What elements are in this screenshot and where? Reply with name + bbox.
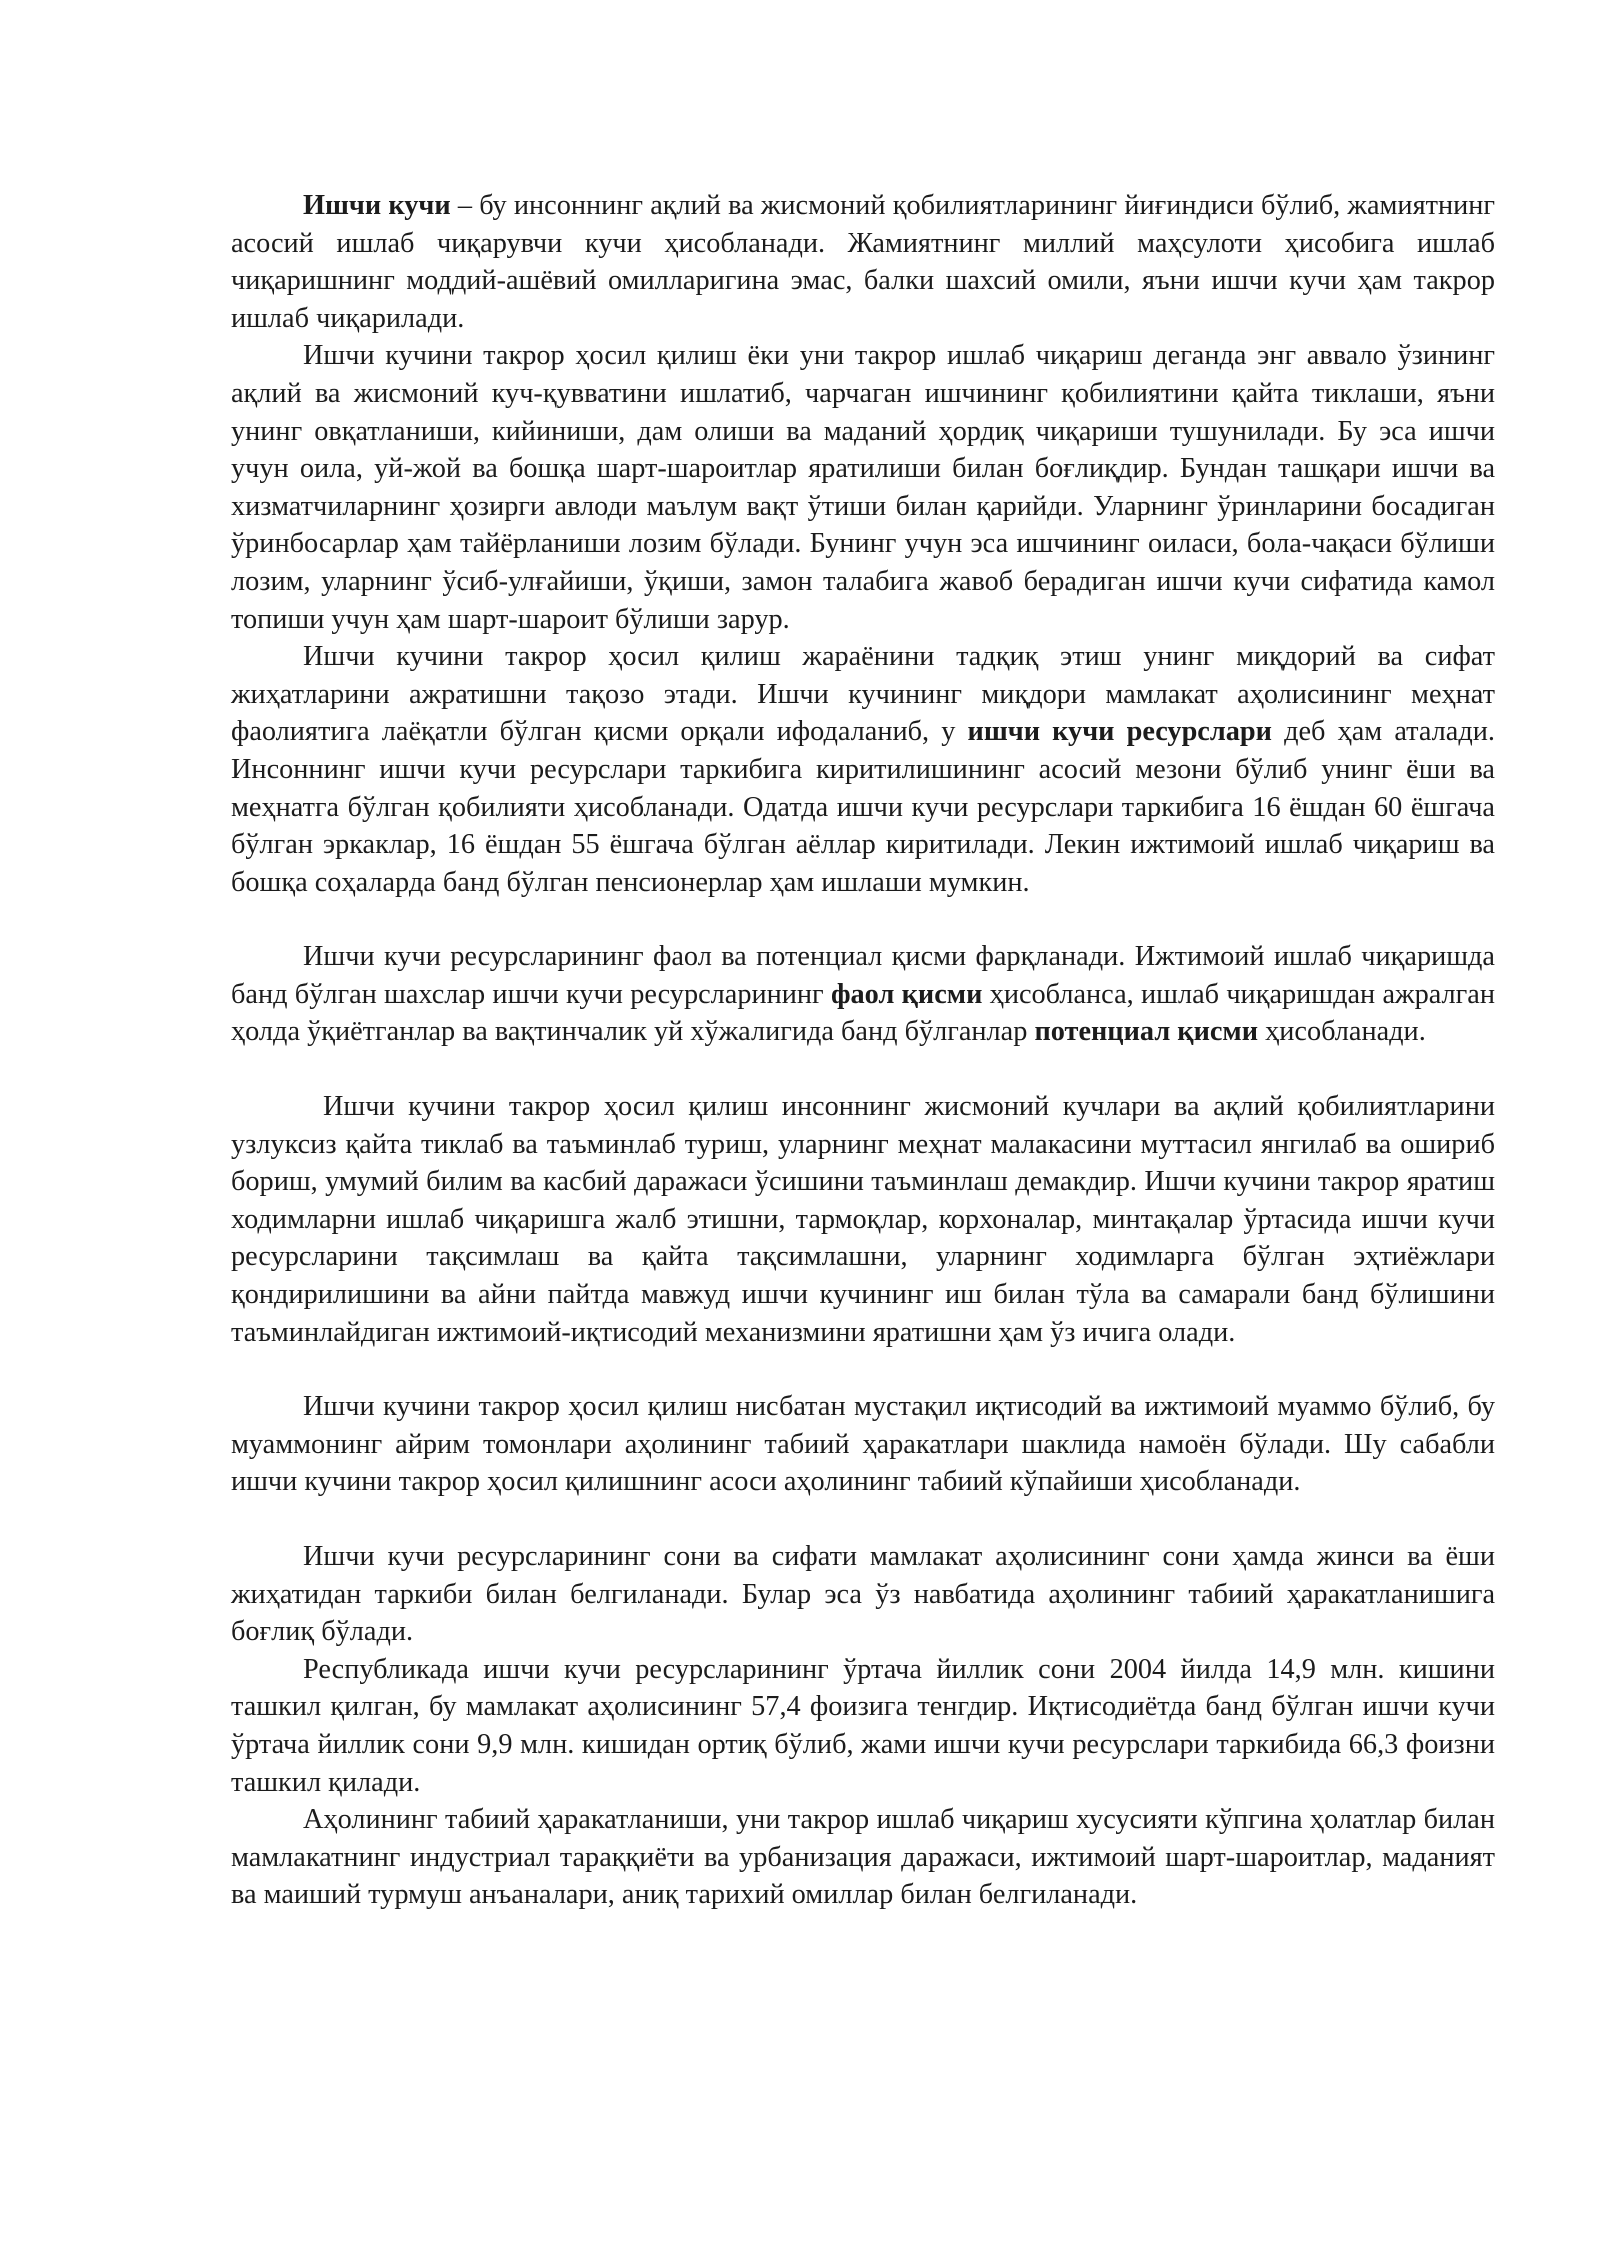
paragraph-active-potential bbox=[231, 938, 1495, 1051]
term-bold: фаол қисми bbox=[830, 978, 983, 1010]
paragraph-text: – бу инсоннинг ақлий ва жисмоний қобилиятларининг йиғиндиси бўлиб, жамиятнинг асосий ишлаб чиқарувчи кучи ҳисобланади. Жамиятнинг миллий маҳсулоти ҳисобига ишлаб чиқаришнинг моддий-ашёвий омилларигина эмас, балки шахсий омили, яъни ишчи кучи ҳам такрор ишлаб чиқарилади. bbox=[231, 190, 1495, 334]
paragraph-text: Ишчи кучи ресурсларининг фаол ва потенциал қисми фарқланади. Ижтимоий ишлаб чиқаришда банд бўлган шахслар ишчи кучи ресурсларининг bbox=[231, 941, 1495, 1010]
paragraph-factors bbox=[231, 1801, 1495, 1914]
paragraph-gap bbox=[231, 1051, 1495, 1088]
paragraph-gap bbox=[231, 901, 1495, 938]
paragraph-reproduction bbox=[231, 337, 1495, 638]
paragraph-statistics bbox=[231, 1651, 1495, 1801]
paragraph-text: ҳисобланади. bbox=[1258, 1016, 1426, 1048]
paragraph-structure bbox=[231, 1538, 1495, 1651]
paragraph-text: Ишчи кучини такрор ҳосил қилиш ёки уни такрор ишлаб чиқариш деганда энг аввало ўзининг ақлий ва жисмоний куч-қувватини ишлатиб, чарчаган ишчининг қобилиятини қайта тиклаши, яъни унинг овқатланиши, кийиниши, дам олиши ва маданий ҳордиқ чиқариши тушунилади. Бу эса ишчи учун оила, уй-жой ва бошқа шарт-шароитлар яратилиши билан боғлиқдир. Бундан ташқари ишчи ва хизматчиларнинг ҳозирги авлоди маълум вақт ўтиши билан қарийди. Уларнинг ўринларини босадиган ўринбосарлар ҳам тайёрланиши лозим бўлади. Бунинг учун эса ишчининг оиласи, бола-чақаси бўлиши лозим, уларнинг ўсиб-улғайиши, ўқиши, замон талабига жавоб берадиган ишчи кучи сифатида камол топиши учун ҳам шарт-шароит бўлиши зарур. bbox=[231, 340, 1495, 635]
term-bold: потенциал қисми bbox=[1034, 1016, 1259, 1048]
paragraph-labor-resources bbox=[231, 638, 1495, 901]
paragraph-text: Ишчи кучини такрор ҳосил қилиш нисбатан мустақил иқтисодий ва ижтимоий муаммо бўлиб, бу муаммонинг айрим томонлари аҳолининг табиий ҳаракатлари шаклида намоён бўлади. Шу сабабли ишчи кучини такрор ҳосил қилишнинг асоси аҳолининг табиий кўпайиши ҳисобланади. bbox=[231, 1391, 1495, 1498]
paragraph-text: Ишчи кучини такрор ҳосил қилиш инсоннинг жисмоний кучлари ва ақлий қобилиятларини узлуксиз қайта тиклаб ва таъминлаб туриш, уларнинг меҳнат малакасини муттасил янгилаб ва ошириб бориш, умумий билим ва касбий даражаси ўсишини таъминлаш демакдир. Ишчи кучини такрор яратиш ходимларни ишлаб чиқаришга жалб этишни, тармоқлар, корхоналар, минтақалар ўртасида ишчи кучи ресурсларини тақсимлаш ва қайта тақсимлашни, уларнинг ходимларга бўлган эҳтиёжлари қондирилишини ва айни пайтда мавжуд ишчи кучининг иш билан тўла ва самарали банд бўлишини таъминлайдиган ижтимоий-иқтисодий механизмини яратишни ҳам ўз ичига олади. bbox=[231, 1091, 1495, 1348]
paragraph-renewal bbox=[231, 1088, 1495, 1351]
paragraph-text: Ишчи кучи ресурсларининг сони ва сифати мамлакат аҳолисининг сони ҳамда жинси ва ёши жиҳатидан таркиби билан белгиланади. Булар эса ўз навбатида аҳолининг табиий ҳаракатланишига боғлиқ бўлади. bbox=[231, 1541, 1495, 1648]
paragraph-text: ҳисобланса, ишлаб чиқаришдан ажралган ҳолда ўқиётганлар ва вақтинчалик уй хўжалигида банд бўлганлар bbox=[231, 978, 1495, 1048]
term-bold: Ишчи кучи bbox=[303, 190, 451, 221]
paragraph-gap bbox=[231, 1351, 1495, 1388]
paragraph-gap bbox=[231, 1501, 1495, 1538]
paragraph-natural-growth bbox=[231, 1388, 1495, 1501]
document-page bbox=[231, 187, 1495, 1914]
paragraph-text: Республикада ишчи кучи ресурсларининг ўртача йиллик сони 2004 йилда 14,9 млн. кишини ташкил қилган, бу мамлакат аҳолисининг 57,4 фоизига тенгдир. Иқтисодиётда банд бўлган ишчи кучи ўртача йиллик сони 9,9 млн. кишидан ортиқ бўлиб, жами ишчи кучи ресурслари таркибида 66,3 фоизни ташкил қилади. bbox=[231, 1653, 1495, 1798]
paragraph-definition bbox=[231, 187, 1495, 337]
term-bold: ишчи кучи ресурслари bbox=[967, 716, 1272, 748]
paragraph-text: деб ҳам аталади. Инсоннинг ишчи кучи ресурслари таркибига киритилишининг асосий мезони бўлиб унинг ёши ва меҳнатга бўлган қобилияти ҳисобланади. Одатда ишчи кучи ресурслари таркибига 16 ёшдан 60 ёшгача бўлган эркаклар, 16 ёшдан 55 ёшгача бўлган аёллар киритилади. Лекин ижтимоий ишлаб чиқариш ва бошқа соҳаларда банд бўлган пенсионерлар ҳам ишлаши мумкин. bbox=[231, 716, 1495, 898]
paragraph-text: Ишчи кучини такрор ҳосил қилиш жараёнини тадқиқ этиш унинг миқдорий ва сифат жиҳатларини ажратишни тақозо этади. Ишчи кучининг миқдори мамлакат аҳолисининг меҳнат фаолиятига лаёқатли бўлган қисми орқали ифодаланиб, у bbox=[231, 641, 1495, 748]
paragraph-text: Аҳолининг табиий ҳаракатланиши, уни такрор ишлаб чиқариш хусусияти кўпгина ҳолатлар билан мамлакатнинг индустриал тараққиёти ва урбанизация даражаси, ижтимоий шарт-шароитлар, маданият ва маиший турмуш анъаналари, аниқ тарихий омиллар билан белгиланади. bbox=[231, 1804, 1495, 1911]
